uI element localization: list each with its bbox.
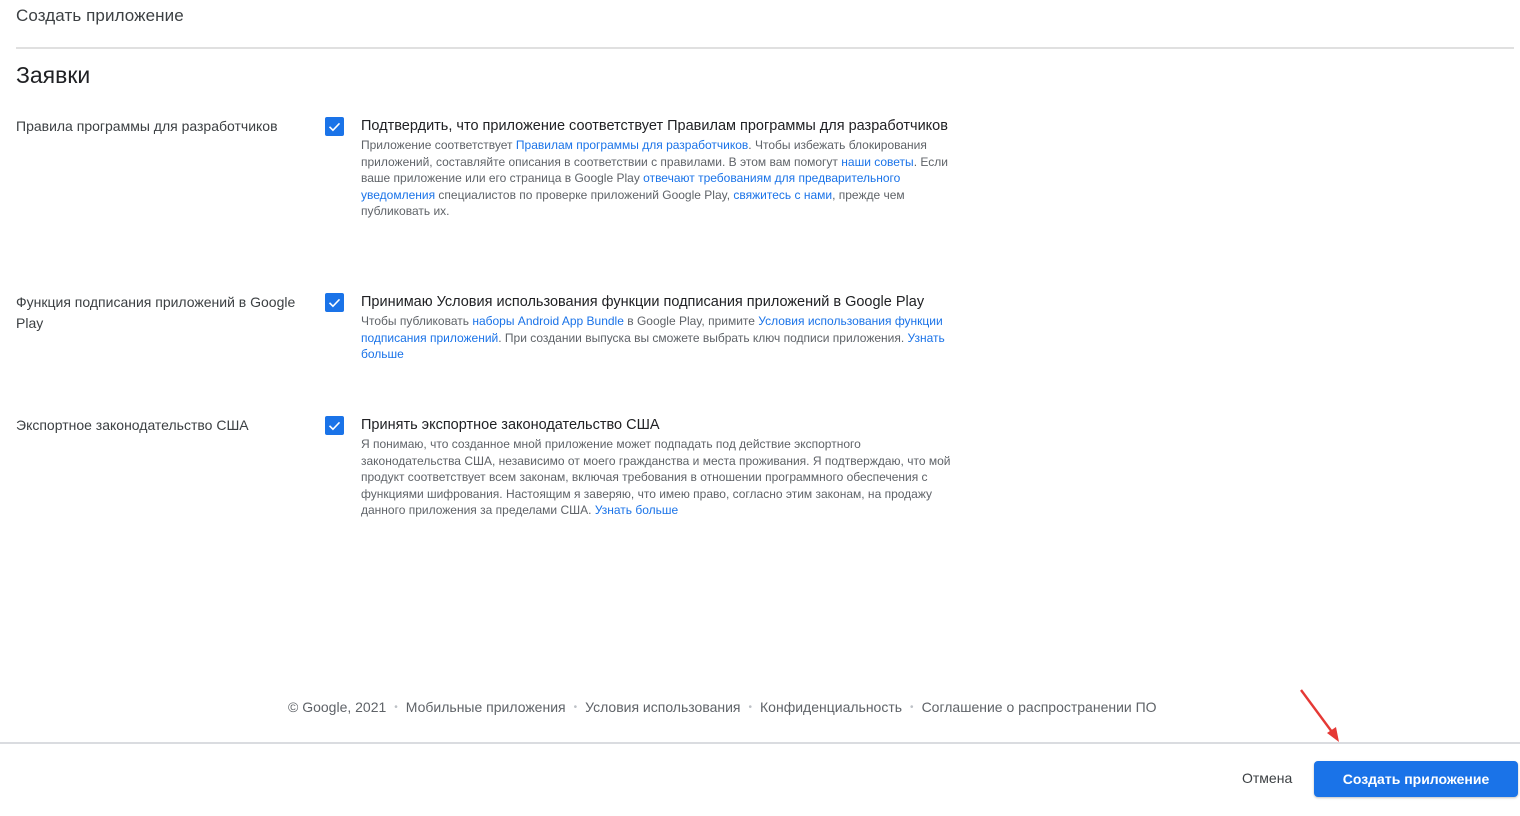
footer-links bbox=[288, 699, 1157, 715]
declaration-heading: Принимаю Условия использования функции подписания приложений в Google Play bbox=[361, 294, 925, 310]
declaration-body bbox=[361, 116, 961, 220]
inline-link[interactable]: наши советы bbox=[841, 154, 914, 169]
declaration-body bbox=[361, 415, 961, 519]
create-app-button[interactable]: Создать приложение bbox=[1314, 761, 1518, 797]
annotation-arrow-icon bbox=[1295, 686, 1345, 746]
declaration-body bbox=[361, 292, 961, 363]
declaration-description bbox=[361, 436, 961, 519]
footer-separator: • bbox=[748, 701, 753, 713]
footer-separator: • bbox=[573, 701, 578, 713]
page-header-title: Создать приложение bbox=[16, 6, 184, 25]
cancel-button[interactable]: Отмена bbox=[1232, 764, 1302, 792]
declaration-label: Правила программы для разработчиков bbox=[16, 118, 278, 134]
declaration-heading: Подтвердить, что приложение соответствует Правилам программы для разработчиков bbox=[361, 118, 948, 134]
checkmark-icon bbox=[327, 119, 342, 134]
action-bar-divider bbox=[0, 742, 1520, 744]
declaration-label: Экспортное законодательство США bbox=[16, 417, 249, 433]
inline-link[interactable]: свяжитесь с нами bbox=[733, 187, 833, 202]
header-divider bbox=[16, 47, 1514, 49]
section-title: Заявки bbox=[16, 62, 91, 88]
description-text: Чтобы публиковать bbox=[361, 314, 473, 328]
inline-link[interactable]: Узнать больше bbox=[594, 503, 679, 518]
footer-link-privacy[interactable]: Конфиденциальность bbox=[760, 699, 903, 715]
app-signing-checkbox[interactable] bbox=[325, 293, 344, 312]
description-text: специалистов по проверке приложений Google Play, bbox=[435, 187, 734, 202]
declaration-heading: Принять экспортное законодательство США bbox=[361, 417, 660, 433]
declaration-description bbox=[361, 313, 961, 363]
us-export-checkbox[interactable] bbox=[325, 416, 344, 435]
inline-link[interactable]: Узнать больше bbox=[361, 330, 945, 362]
inline-link[interactable]: Правилам программы для разработчиков bbox=[515, 138, 749, 152]
footer-copyright: © Google, 2021 bbox=[288, 699, 387, 715]
footer-link-distribution-agreement[interactable]: Соглашение о распространении ПО bbox=[921, 699, 1157, 715]
description-text: . Чтобы избежать блокирования приложений, составляйте описания в соответствии с правилами. В этом вам помогут bbox=[361, 138, 927, 169]
description-text: в Google Play, примите bbox=[623, 314, 759, 328]
declaration-description bbox=[361, 137, 961, 220]
inline-link[interactable]: отвечают требованиям для предварительного уведомления bbox=[361, 171, 901, 202]
description-text: . При создании выпуска вы сможете выбрать ключ подписи приложения. bbox=[498, 330, 908, 345]
footer-link-terms[interactable]: Условия использования bbox=[585, 699, 741, 715]
inline-link[interactable]: Условия использования функции подписания приложений bbox=[361, 314, 943, 345]
description-text: Я понимаю, что созданное мной приложение может подпадать под действие экспортного законодательства США, независимо от моего гражданства и места проживания. Я подтверждаю, что мой продукт соответствует всем законам, включая требования в отношении программного обеспечения с функциями шифрования. Настоящим я заверяю, что имею право, согласно этим законам, на продажу данного приложения за пределами США. bbox=[361, 437, 951, 518]
footer-link-mobile-apps[interactable]: Мобильные приложения bbox=[405, 699, 566, 715]
footer-separator: • bbox=[394, 701, 398, 713]
description-text: Приложение соответствует bbox=[361, 138, 516, 152]
checkmark-icon bbox=[327, 295, 342, 310]
description-text: . Если ваше приложение или его страница в Google Play bbox=[361, 154, 948, 186]
developer-policy-checkbox[interactable] bbox=[325, 117, 344, 136]
declaration-label: Функция подписания приложений в Google Play bbox=[16, 294, 296, 331]
footer-separator: • bbox=[910, 701, 914, 713]
checkmark-icon bbox=[327, 418, 342, 433]
inline-link[interactable]: наборы Android App Bundle bbox=[472, 314, 624, 328]
description-text: , прежде чем публиковать их. bbox=[361, 187, 905, 219]
